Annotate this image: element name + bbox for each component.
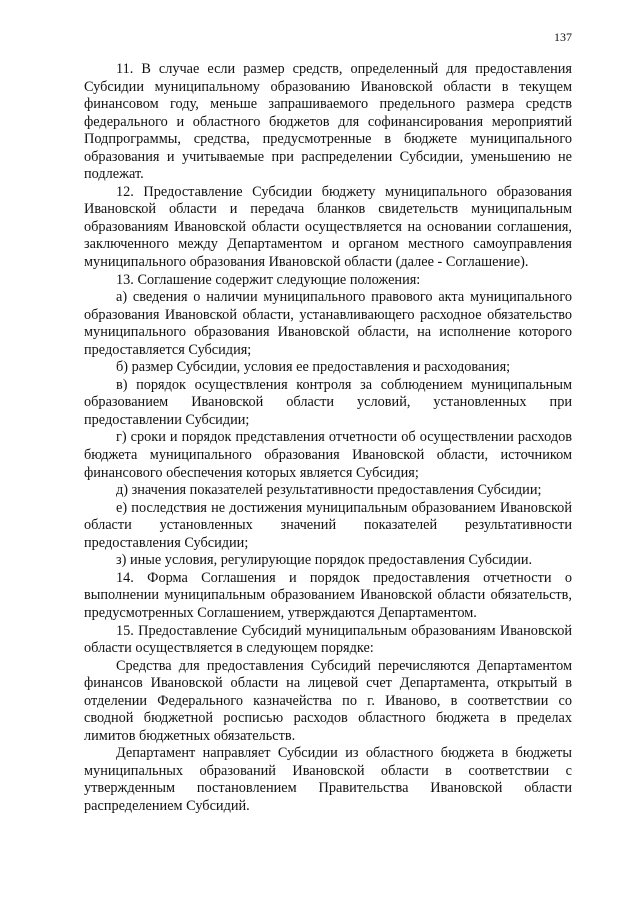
page-number: 137 — [554, 30, 572, 44]
paragraph-funds-transfer: Средства для предоставления Субсидий перечисляются Департаментом финансов Ивановской области на лицевой счет Департамента, открытый в отделении Федерального казначейства по г. Иваново, в соответствии со сводной бюджетной росписью расходов областного бюджета в пределах лимитов бюджетных обязательств. — [84, 657, 572, 744]
paragraph-13: 13. Соглашение содержит следующие положения: — [116, 271, 421, 288]
document-body — [84, 61, 572, 816]
paragraph-department-sends: Департамент направляет Субсидии из областного бюджета в бюджеты муниципальных образований Ивановской области в соответствии с утвержденным постановлением Правительства Ивановской области распределением Субсидий. — [84, 745, 572, 814]
paragraph-14: 14. Форма Соглашения и порядок предоставления отчетности о выполнении муниципальным образованием Ивановской области обязательств, предусмотренных Соглашением, утверждаются Департаментом. — [84, 569, 572, 621]
paragraph-11: 11. В случае если размер средств, определенный для предоставления Субсидии муниципальному образованию Ивановской области в текущем финансовом году, меньше запрашиваемого предельного размера средств федерального и областного бюджетов для софинансирования мероприятий Подпрограммы, средства, предусмотренные в бюджете муниципального образования и учитываемые при распределении Субсидии, уменьшению не подлежат. — [84, 61, 572, 183]
list-item-v: в) порядок осуществления контроля за соблюдением муниципальным образованием Ивановской области условий, установленных при предоставлении Субсидии; — [84, 376, 572, 428]
list-item-d: д) значения показателей результативности предоставления Субсидии; — [116, 482, 542, 499]
list-item-z: з) иные условия, регулирующие порядок предоставления Субсидии. — [116, 552, 533, 569]
list-item-e: е) последствия не достижения муниципальным образованием Ивановской области установленных значений показателей результативности предоставления Субсидии; — [84, 499, 572, 551]
paragraph-15: 15. Предоставление Субсидий муниципальным образованиям Ивановской области осуществляется в следующем порядке: — [84, 622, 572, 657]
list-item-a: а) сведения о наличии муниципального правового акта муниципального образования Ивановской области, устанавливающего расходное обязательство муниципального образования Ивановской области, на исполнение которого предоставляется Субсидия; — [84, 289, 572, 358]
list-item-b: б) размер Субсидии, условия ее предоставления и расходования; — [116, 359, 511, 376]
paragraph-12: 12. Предоставление Субсидии бюджету муниципального образования Ивановской области и передача бланков свидетельств муниципальным образованиям Ивановской области осуществляется на основании соглашения, заключенного между Департаментом и органом местного самоуправления муниципального образования Ивановской области (далее - Соглашение). — [84, 183, 572, 271]
list-item-g: г) сроки и порядок представления отчетности об осуществлении расходов бюджета муниципального образования Ивановской области, источником финансового обеспечения которых является Субсидия; — [84, 429, 572, 481]
